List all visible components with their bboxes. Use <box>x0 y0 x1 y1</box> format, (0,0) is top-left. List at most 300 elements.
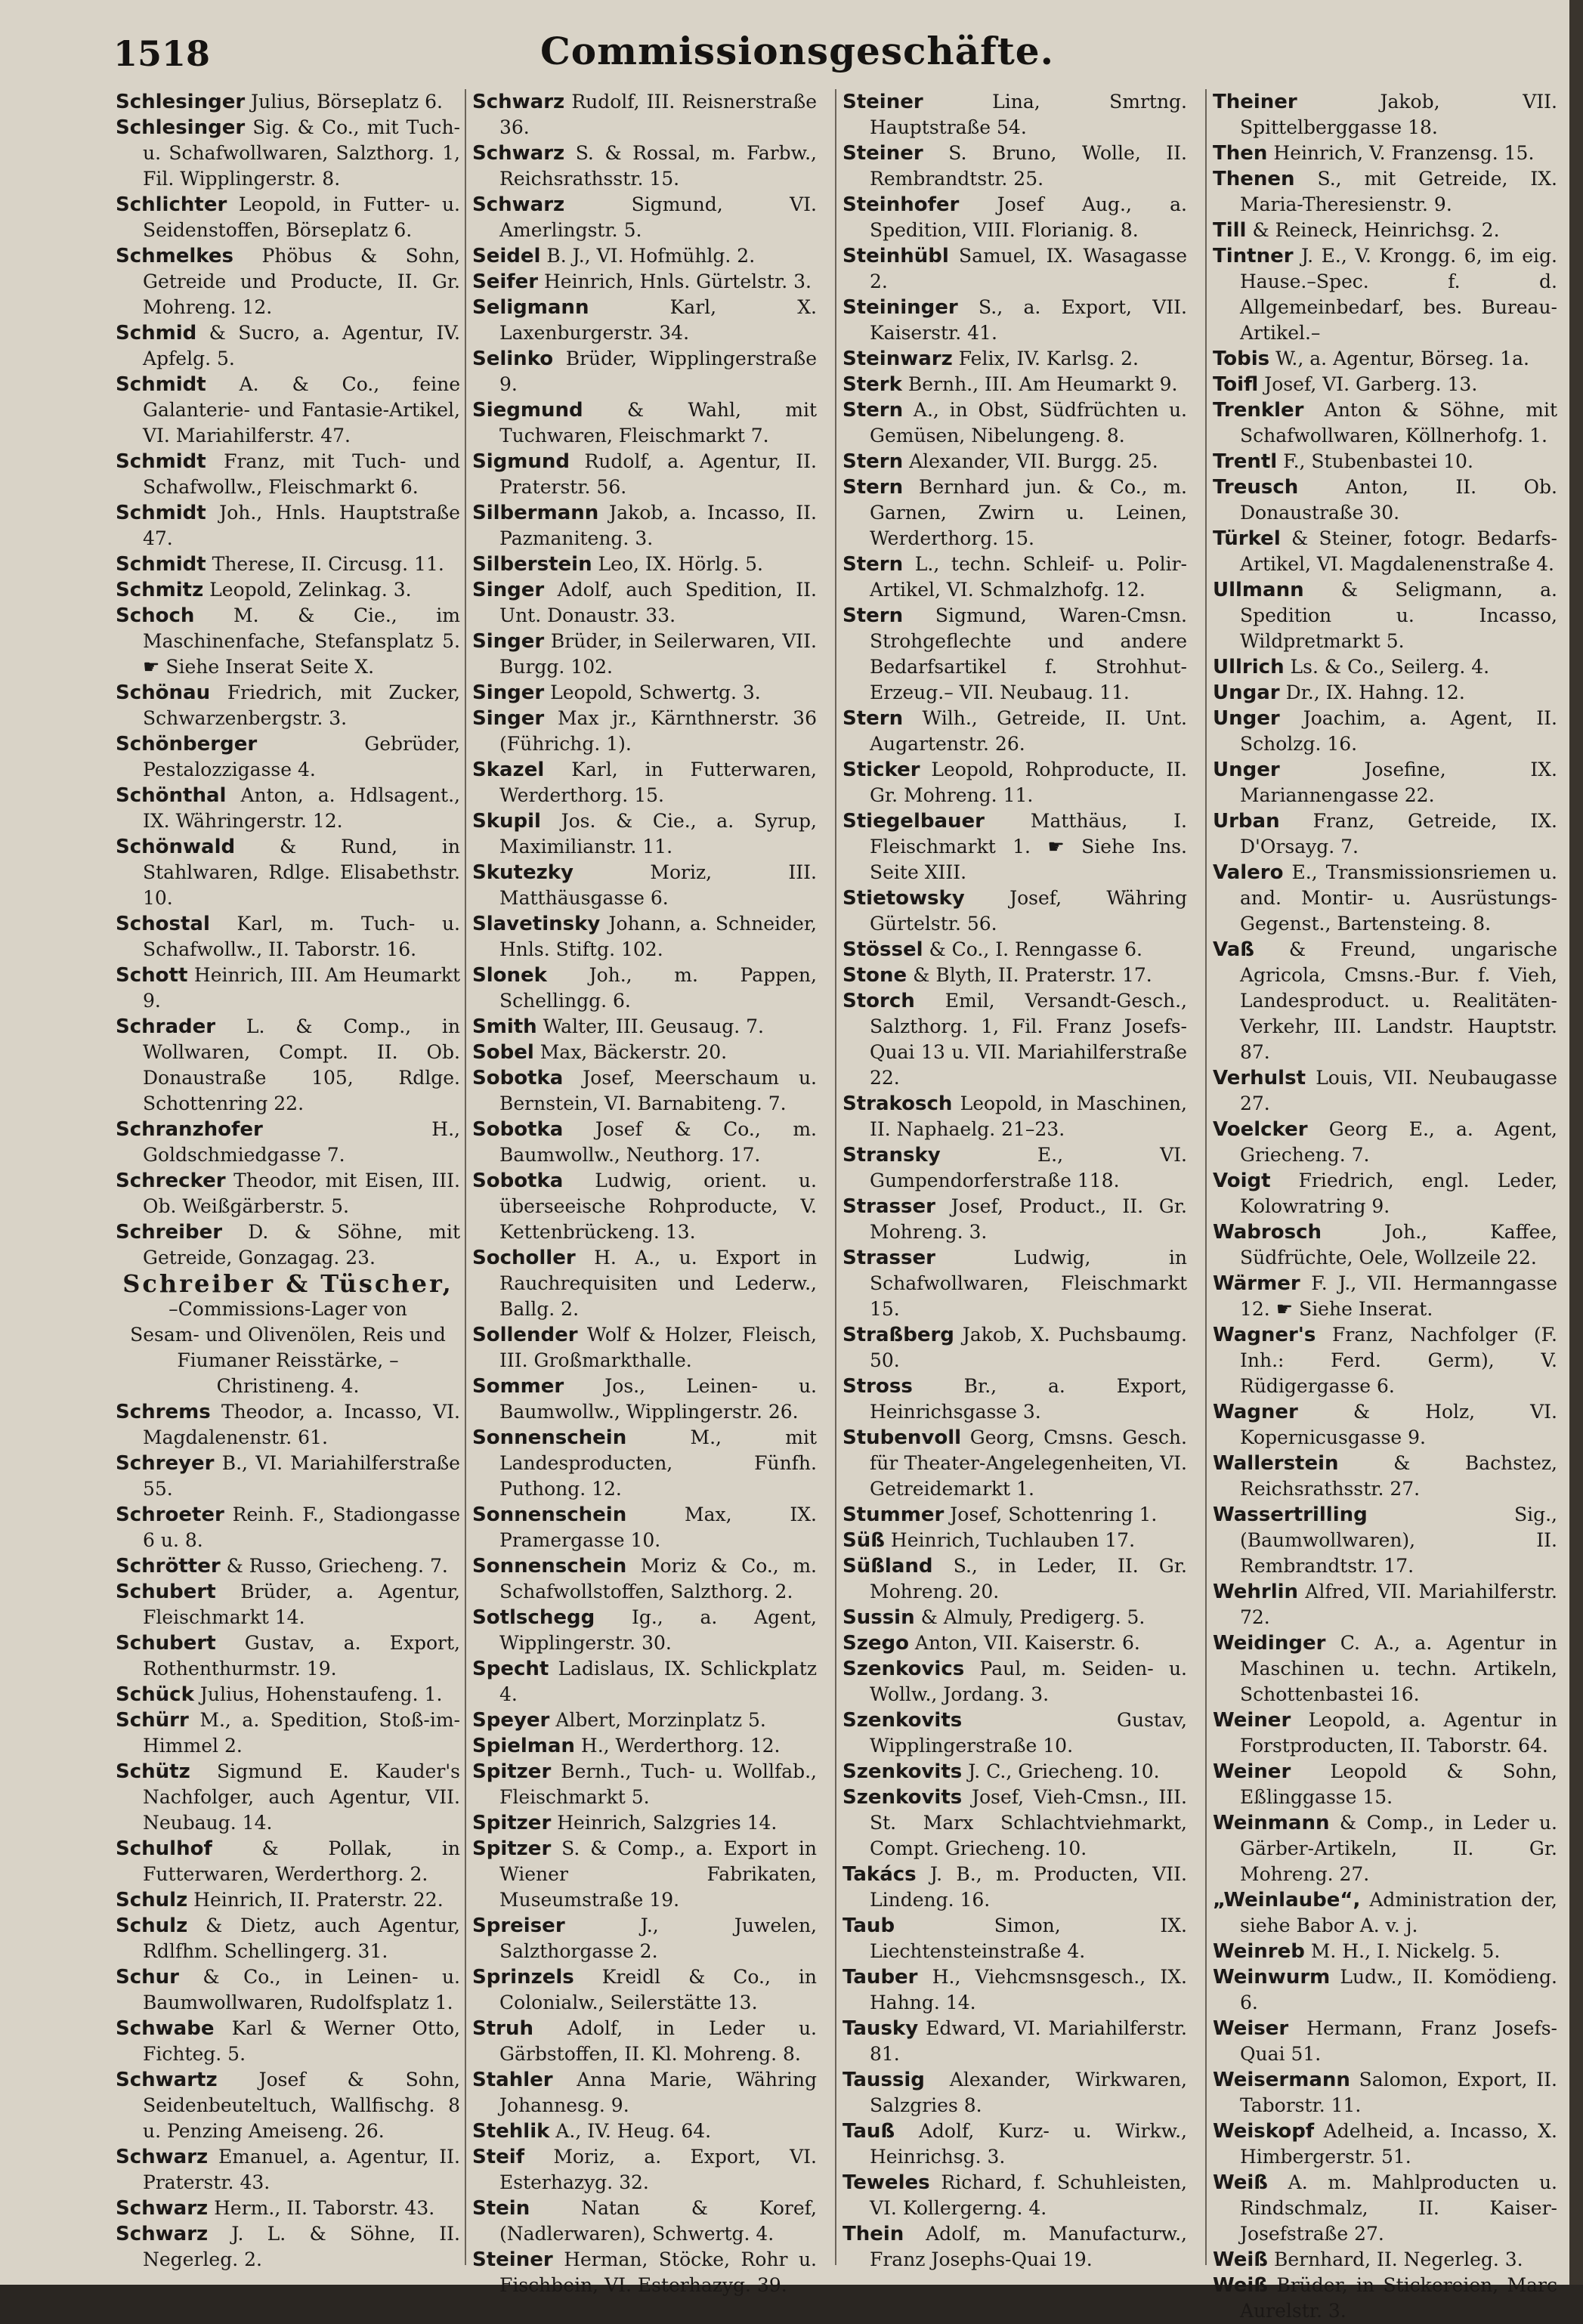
entry-name: Sonnenschein <box>472 1426 627 1449</box>
directory-entry <box>466 706 823 757</box>
directory-entry <box>110 1168 466 1219</box>
entry-name: Singer <box>472 579 545 601</box>
entry-text: Leopold, Rohproducte, II. Gr. Mohreng. 11. <box>870 759 1187 806</box>
entry-name: Till <box>1213 219 1247 242</box>
entry-name: Szenkovics <box>843 1658 965 1680</box>
directory-entry <box>466 269 823 295</box>
entry-text: & Bachstez, Reichsrathsstr. 27. <box>1240 1452 1557 1500</box>
directory-entry <box>836 757 1193 808</box>
directory-entry <box>466 629 823 680</box>
directory-entry <box>466 2196 823 2247</box>
entry-name: Stössel <box>843 938 923 961</box>
entry-name: Sobotka <box>472 1170 564 1192</box>
entry-text: D. & Söhne, mit Getreide, Gonzagag. 23. <box>143 1221 460 1269</box>
directory-entry <box>110 1014 466 1117</box>
entry-text: Joh., m. Pappen, Schellingg. 6. <box>499 964 817 1012</box>
entry-name: Tauß <box>843 2120 895 2143</box>
entry-name: Stiegelbauer <box>843 810 985 833</box>
entry-name: Trentl <box>1213 450 1278 473</box>
directory-entry <box>466 1810 823 1836</box>
entry-text: Gustav, a. Export, Rothenthurmstr. 19. <box>143 1632 460 1680</box>
directory-entry <box>1207 757 1563 808</box>
entry-name: Stietowsky <box>843 887 965 910</box>
directory-entry <box>836 2170 1193 2221</box>
entry-name: Slavetinsky <box>472 913 601 935</box>
directory-entry <box>836 2221 1193 2273</box>
entry-name: Weiser <box>1213 2017 1289 2040</box>
directory-entry <box>110 963 466 1014</box>
directory-entry <box>466 2144 823 2196</box>
entry-text: Max, Bäckerstr. 20. <box>540 1041 728 1063</box>
entry-text: Alfred, VII. Mariahilferstr. 72. <box>1240 1581 1557 1628</box>
directory-entry <box>1207 1065 1563 1117</box>
entry-text: S. Bruno, Wolle, II. Rembrandtstr. 25. <box>870 142 1188 190</box>
entry-text: Moriz & Co., m. Schafwollstoffen, Salzthorg. 2. <box>499 1555 817 1602</box>
entry-name: Straßberg <box>843 1324 954 1346</box>
entry-text: Adelheid, a. Incasso, X. Himbergerstr. 51. <box>1240 2120 1558 2168</box>
entry-text: Hermann, Franz Josefs-Quai 51. <box>1240 2017 1557 2065</box>
entry-name: Spitzer <box>472 1837 552 1860</box>
directory-entry <box>466 2067 823 2118</box>
entry-text: Theodor, a. Incasso, VI. Magdalenenstr. 61. <box>143 1401 460 1448</box>
directory-entry <box>836 1425 1193 1502</box>
entry-text: Leopold, a. Agentur in Forstproducten, II. Taborstr. 64. <box>1240 1709 1557 1757</box>
entry-text: Max jr., Kärnthnerstr. 36 (Führichg. 1). <box>499 707 817 755</box>
entry-name: Süß <box>843 1529 885 1552</box>
directory-entry <box>466 577 823 629</box>
directory-entry <box>1207 808 1563 860</box>
directory-entry <box>836 449 1193 474</box>
entry-text: Anton, a. Hdlsagent., IX. Währingerstr. 12. <box>143 784 460 832</box>
directory-entry <box>1207 141 1563 166</box>
directory-entry <box>466 141 823 192</box>
entry-text: L., techn. Schleif- u. Polir-Artikel, VI. Schmalzhofg. 12. <box>870 553 1187 601</box>
directory-entry <box>466 1656 823 1707</box>
entry-text: Karl, in Futterwaren, Werderthorg. 15. <box>499 759 817 806</box>
entry-text: F., Stubenbastei 10. <box>1283 450 1473 472</box>
entry-text: Georg E., a. Agent, Griecheng. 7. <box>1240 1118 1557 1166</box>
entry-text: Franz, mit Tuch- und Schafwollw., Fleischmarkt 6. <box>143 450 460 498</box>
entry-text: Joh., Hnls. Hauptstraße 47. <box>143 502 460 549</box>
entry-text: A., IV. Heug. 64. <box>555 2120 712 2142</box>
entry-text: Julius, Börseplatz 6. <box>251 91 443 113</box>
entry-text: Felix, IV. Karlsg. 2. <box>958 348 1139 369</box>
directory-entry <box>1207 1271 1563 1322</box>
directory-entry <box>110 1707 466 1759</box>
entry-text: Jos. & Cie., a. Syrup, Maximilianstr. 11. <box>499 810 817 858</box>
entry-name: Siegmund <box>472 399 583 422</box>
entry-name: Schwarz <box>472 142 565 165</box>
directory-entry <box>110 449 466 500</box>
entry-name: Wärmer <box>1213 1272 1300 1295</box>
directory-entry <box>110 500 466 552</box>
entry-text: Edward, VI. Mariahilferstr. 81. <box>870 2017 1187 2065</box>
advertisement-line <box>110 1271 466 1296</box>
directory-entry <box>1207 860 1563 937</box>
entry-text: Simon, IX. Liechtensteinstraße 4. <box>870 1915 1188 1962</box>
directory-entry <box>1207 680 1563 706</box>
directory-entry <box>836 1759 1193 1785</box>
entry-name: Süßland <box>843 1555 933 1578</box>
entry-text: Ludwig, orient. u. überseeische Rohproducte, V. Kettenbrückeng. 13. <box>499 1170 817 1243</box>
entry-name: Weidinger <box>1213 1632 1326 1655</box>
directory-entry <box>110 834 466 911</box>
entry-text: & Holz, VI. Kopernicusgasse 9. <box>1240 1401 1557 1448</box>
directory-entry <box>110 243 466 320</box>
directory-entry <box>466 397 823 449</box>
entry-text: Samuel, IX. Wasagasse 2. <box>870 245 1187 292</box>
entry-text: Anton, II. Ob. Donaustraße 30. <box>1240 476 1557 524</box>
entry-name: Schwarz <box>472 91 565 113</box>
directory-entry <box>836 1630 1193 1656</box>
entry-text: & Sucro, a. Agentur, IV. Apfelg. 5. <box>143 322 460 369</box>
directory-entry <box>110 89 466 115</box>
entry-text: J. B., m. Producten, VII. Lindeng. 16. <box>870 1863 1187 1911</box>
entry-name: Voelcker <box>1213 1118 1308 1141</box>
directory-entry <box>1207 937 1563 1065</box>
directory-entry <box>110 2016 466 2067</box>
directory-entry <box>466 1605 823 1656</box>
directory-entry <box>836 372 1193 397</box>
entry-name: „Weinlaube“, <box>1213 1889 1361 1911</box>
entry-name: Stern <box>843 553 904 576</box>
directory-entry <box>110 1451 466 1502</box>
entry-name: Steinwarz <box>843 348 953 370</box>
directory-entry <box>836 1656 1193 1707</box>
directory-entry <box>1207 577 1563 654</box>
directory-entry <box>466 192 823 243</box>
directory-entry <box>110 1887 466 1913</box>
entry-name: Weiß <box>1213 2274 1268 2297</box>
entry-text: Josef & Co., m. Baumwollw., Neuthorg. 17. <box>499 1118 817 1166</box>
entry-name: Sobotka <box>472 1118 564 1141</box>
entry-name: Toifl <box>1213 373 1259 396</box>
entry-text: Josef, Währing Gürtelstr. 56. <box>870 887 1187 935</box>
entry-name: Singer <box>472 681 545 704</box>
directory-entry <box>1207 1707 1563 1759</box>
entry-text: Julius, Hohenstaufeng. 1. <box>199 1683 443 1705</box>
directory-entry <box>110 1553 466 1579</box>
entry-name: Schulhof <box>116 1837 212 1860</box>
directory-entry <box>1207 397 1563 449</box>
entry-name: Theiner <box>1213 91 1297 113</box>
directory-entry <box>110 372 466 449</box>
directory-entry <box>836 706 1193 757</box>
entry-text: Natan & Koref, (Nadlerwaren), Schwertg. 4. <box>499 2197 817 2245</box>
entry-text: Adolf, m. Manufacturw., Franz Josephs-Quai 19. <box>870 2223 1187 2270</box>
directory-entry <box>836 1605 1193 1630</box>
entry-name: Schranzhofer <box>116 1118 263 1141</box>
entry-text: M. & Cie., im Maschinenfache, Stefansplatz 5. ☛ Siehe Inserat Seite X. <box>143 604 460 678</box>
directory-entry <box>1207 2118 1563 2170</box>
directory-entry <box>110 1502 466 1553</box>
entry-text: Herman, Stöcke, Rohr u. Fischbein, VI. Esterhazyg. 39. <box>499 2248 817 2296</box>
entry-text: Joh., Kaffee, Südfrüchte, Oele, Wollzeile 22. <box>1240 1221 1557 1269</box>
directory-entry <box>1207 1502 1563 1579</box>
entry-name: Stone <box>843 964 907 987</box>
directory-entry <box>1207 2247 1563 2273</box>
entry-name: Schmidt <box>116 450 206 473</box>
directory-entry <box>836 1707 1193 1759</box>
entry-text: Paul, m. Seiden- u. Wollw., Jordang. 3. <box>870 1658 1187 1705</box>
directory-entry <box>836 1322 1193 1374</box>
directory-entry <box>110 577 466 603</box>
entry-name: Skutezky <box>472 861 574 884</box>
directory-entry <box>836 192 1193 243</box>
entry-text: Leo, IX. Hörlg. 5. <box>598 553 763 575</box>
entry-name: Treusch <box>1213 476 1299 499</box>
entry-text: M., mit Landesproducten, Fünfh. Puthong. 12. <box>499 1426 818 1500</box>
directory-entry <box>110 115 466 192</box>
directory-entry <box>110 1630 466 1682</box>
directory-entry <box>110 2144 466 2196</box>
entry-name: Ullrich <box>1213 656 1285 678</box>
entry-name: Wassertrilling <box>1213 1503 1368 1526</box>
entry-name: Schmidt <box>116 553 206 576</box>
directory-entry <box>466 963 823 1014</box>
directory-entry <box>1207 1939 1563 1964</box>
entry-text: Phöbus & Sohn, Getreide und Producte, II. Gr. Mohreng. 12. <box>143 245 460 318</box>
entry-name: Struh <box>472 2017 533 2040</box>
entry-name: Ungar <box>1213 681 1280 704</box>
entry-text: F. J., VII. Hermanngasse 12. ☛ Siehe Inserat. <box>1240 1272 1557 1320</box>
directory-column-4 <box>1205 89 1563 2322</box>
entry-name: Schoch <box>116 604 195 627</box>
entry-text: & Comp., in Leder u. Gärber-Artikeln, II. Gr. Mohreng. 27. <box>1240 1812 1557 1885</box>
entry-text: Anton, VII. Kaiserstr. 6. <box>914 1632 1140 1654</box>
entry-name: Spielman <box>472 1735 575 1757</box>
directory-entry <box>110 1964 466 2016</box>
directory-entry <box>836 1502 1193 1528</box>
entry-text: Jakob, X. Puchsbaumg. 50. <box>870 1324 1187 1371</box>
page-number: 1518 <box>113 33 211 74</box>
entry-text: Josef, VI. Garberg. 13. <box>1264 373 1478 395</box>
directory-entry <box>836 243 1193 295</box>
entry-name: Steiner <box>472 2248 553 2271</box>
entry-text: Josef, Schottenring 1. <box>950 1503 1158 1525</box>
directory-entry <box>466 1964 823 2016</box>
entry-name: Schreiber <box>116 1221 223 1244</box>
entry-name: Urban <box>1213 810 1280 833</box>
entry-name: Szenkovits <box>843 1786 963 1809</box>
entry-text: Ludwig, in Schafwollwaren, Fleischmarkt 15. <box>870 1247 1187 1320</box>
entry-text: Sesam- und Olivenölen, Reis und Fiumaner Reisstärke, – Christineng. 4. <box>130 1324 446 1397</box>
entry-text: Sigmund E. Kauder's Nachfolger, auch Agentur, VII. Neubaug. 14. <box>143 1760 461 1834</box>
entry-text: Heinrich, III. Am Heumarkt 9. <box>143 964 460 1012</box>
entry-text: Administration der, siehe Babor A. v. j. <box>1240 1889 1557 1936</box>
entry-name: Stubenvoll <box>843 1426 962 1449</box>
directory-column-1 <box>110 89 466 2270</box>
directory-entry <box>466 1502 823 1553</box>
directory-entry <box>466 1759 823 1810</box>
directory-entry <box>1207 1451 1563 1502</box>
entry-name: Sobotka <box>472 1067 564 1089</box>
entry-name: Steiner <box>843 91 923 113</box>
entry-name: Schwarz <box>116 2197 209 2220</box>
directory-entry <box>836 89 1193 141</box>
entry-text: H., Viehcmsnsgesch., IX. Hahng. 14. <box>870 1966 1187 2013</box>
directory-entry <box>110 1117 466 1168</box>
entry-text: Karl & Werner Otto, Fichteg. 5. <box>143 2017 460 2065</box>
entry-text: Theodor, mit Eisen, III. Ob. Weißgärberstr. 5. <box>143 1170 460 1217</box>
entry-name: Steinhübl <box>843 245 949 267</box>
directory-entry <box>836 603 1193 706</box>
directory-entry <box>836 2016 1193 2067</box>
entry-text: Wolf & Holzer, Fleisch, III. Großmarkthalle. <box>499 1324 817 1371</box>
entry-text: Ig., a. Agent, Wipplingerstr. 30. <box>499 1606 817 1654</box>
directory-entry <box>836 1553 1193 1605</box>
entry-text: & Co., I. Renngasse 6. <box>929 938 1143 960</box>
entry-name: Schlesinger <box>116 116 246 139</box>
directory-entry <box>466 1245 823 1322</box>
entry-name: Sollender <box>472 1324 578 1346</box>
entry-name: Tausky <box>843 2017 919 2040</box>
entry-name: Stern <box>843 707 904 730</box>
directory-entry <box>1207 474 1563 526</box>
entry-text: J., Juwelen, Salzthorgasse 2. <box>499 1915 818 1962</box>
entry-text: Ls. & Co., Seilerg. 4. <box>1290 656 1490 678</box>
directory-entry <box>466 295 823 346</box>
entry-name: Strakosch <box>843 1092 953 1115</box>
entry-name: Sonnenschein <box>472 1503 627 1526</box>
entry-text: Gebrüder, Pestalozzigasse 4. <box>143 733 460 780</box>
directory-entry <box>1207 372 1563 397</box>
entry-name: Speyer <box>472 1709 550 1732</box>
entry-name: Unger <box>1213 707 1280 730</box>
entry-text: Bernhard jun. & Co., m. Garnen, Zwirn u. Leinen, Werderthorg. 15. <box>870 476 1188 549</box>
entry-text: Josefine, IX. Mariannengasse 22. <box>1240 759 1557 806</box>
entry-text: S. & Rossal, m. Farbw., Reichsrathsstr. 15. <box>499 142 818 190</box>
directory-entry <box>110 603 466 680</box>
directory-entry <box>836 474 1193 552</box>
entry-text: L. & Comp., in Wollwaren, Compt. II. Ob. Donaustraße 105, Rdlge. Schottenring 22. <box>143 1015 460 1114</box>
directory-entry <box>836 1374 1193 1425</box>
entry-name: Schwartz <box>116 2069 218 2091</box>
directory-entry <box>110 1759 466 1836</box>
entry-text: Brüder, a. Agentur, Fleischmarkt 14. <box>143 1581 460 1628</box>
directory-entry <box>836 141 1193 192</box>
directory-entry <box>1207 346 1563 372</box>
entry-text: & Wahl, mit Tuchwaren, Fleischmarkt 7. <box>499 399 817 447</box>
entry-name: Stern <box>843 604 904 627</box>
entry-text: Heinrich, Tuchlauben 17. <box>890 1529 1136 1551</box>
directory-entry <box>466 757 823 808</box>
entry-text: Jakob, a. Incasso, II. Pazmaniteng. 3. <box>499 502 817 549</box>
entry-text: Alexander, VII. Burgg. 25. <box>909 450 1158 472</box>
entry-name: Valero <box>1213 861 1284 884</box>
entry-name: Szenkovits <box>843 1709 963 1732</box>
directory-entry <box>1207 1399 1563 1451</box>
entry-text: Friedrich, engl. Leder, Kolowratring 9. <box>1240 1170 1558 1217</box>
entry-text: J. L. & Söhne, II. Negerleg. 2. <box>143 2223 460 2270</box>
page-edge-shadow <box>1569 0 1583 2285</box>
entry-name: Socholler <box>472 1247 576 1269</box>
directory-entry <box>110 1682 466 1707</box>
entry-name: Thenen <box>1213 168 1295 190</box>
entry-text: & Co., in Leinen- u. Baumwollwaren, Rudolfsplatz 1. <box>143 1966 461 2013</box>
entry-text: Anton & Söhne, mit Schafwollwaren, Köllnerhofg. 1. <box>1240 399 1557 447</box>
advertisement-line <box>110 1322 466 1399</box>
entry-name: Steif <box>472 2146 525 2168</box>
directory-entry <box>110 2067 466 2144</box>
entry-text: Adolf, auch Spedition, II. Unt. Donaustr. 33. <box>499 579 817 626</box>
entry-name: Sigmund <box>472 450 570 473</box>
entry-name: Schönberger <box>116 733 258 756</box>
entry-text: –Commissions-Lager von <box>169 1298 407 1320</box>
directory-entry <box>110 1399 466 1451</box>
entry-name: Weinwurm <box>1213 1966 1331 1989</box>
entry-name: Spitzer <box>472 1760 552 1783</box>
entry-text: Rudolf, III. Reisnerstraße 36. <box>499 91 817 138</box>
entry-text: Bernhard, II. Negerleg. 3. <box>1273 2248 1523 2270</box>
directory-entry <box>1207 1579 1563 1630</box>
entry-text: Ladislaus, IX. Schlickplatz 4. <box>499 1658 817 1705</box>
entry-text: Wilh., Getreide, II. Unt. Augartenstr. 26. <box>870 707 1187 755</box>
directory-entry <box>466 1014 823 1040</box>
entry-name: Spitzer <box>472 1812 552 1834</box>
entry-text: Matthäus, I. Fleischmarkt 1. ☛ Siehe Ins. Seite XIII. <box>870 810 1187 883</box>
directory-entry <box>1207 1759 1563 1810</box>
entry-name: Szenkovits <box>843 1760 963 1783</box>
directory-entry <box>110 680 466 731</box>
directory-entry <box>836 1528 1193 1553</box>
directory-entry <box>836 1964 1193 2016</box>
entry-name: Weiskopf <box>1213 2120 1315 2143</box>
entry-name: Schwarz <box>472 193 565 216</box>
entry-name: Schönthal <box>116 784 227 807</box>
entry-name: Schmidt <box>116 502 206 524</box>
entry-name: Stahler <box>472 2069 553 2091</box>
entry-name: Schrader <box>116 1015 216 1038</box>
directory-entry <box>466 680 823 706</box>
entry-text: Franz, Getreide, IX. D'Orsayg. 7. <box>1240 810 1557 858</box>
entry-text: H., Goldschmiedgasse 7. <box>143 1118 460 1166</box>
directory-entry <box>466 1913 823 1964</box>
entry-text: Gustav, Wipplingerstraße 10. <box>870 1709 1187 1757</box>
directory-entry <box>1207 2067 1563 2118</box>
entry-text: & Reineck, Heinrichsg. 2. <box>1252 219 1500 241</box>
entry-name: Sussin <box>843 1606 915 1629</box>
entry-name: Sotlschegg <box>472 1606 595 1629</box>
page-title: Commissionsgeschäfte. <box>540 29 1055 73</box>
entry-name: Schott <box>116 964 188 987</box>
directory-entry <box>836 1142 1193 1194</box>
entry-name: Seidel <box>472 245 541 267</box>
entry-text: Joachim, a. Agent, II. Scholzg. 16. <box>1240 707 1557 755</box>
entry-name: Tobis <box>1213 348 1270 370</box>
directory-entry <box>1207 449 1563 474</box>
entry-name: Weiß <box>1213 2248 1268 2271</box>
directory-entry <box>836 1785 1193 1862</box>
entry-name: Unger <box>1213 759 1280 781</box>
directory-entry <box>466 1553 823 1605</box>
entry-text: A. & Co., feine Galanterie- und Fantasie-Artikel, VI. Mariahilferstr. 47. <box>143 373 460 447</box>
entry-name: Wagner <box>1213 1401 1298 1423</box>
directory-entry <box>1207 243 1563 346</box>
entry-text: Herm., II. Taborstr. 43. <box>214 2197 435 2219</box>
directory-entry <box>110 552 466 577</box>
directory-entry <box>466 2118 823 2144</box>
entry-name: Schwarz <box>116 2223 209 2245</box>
directory-entry <box>466 346 823 397</box>
directory-entry <box>110 731 466 783</box>
entry-name: Stehlik <box>472 2120 550 2143</box>
entry-text: Jos., Leinen- u. Baumwollw., Wipplingerstr. 26. <box>499 1375 817 1423</box>
entry-name: Steiner <box>843 142 923 165</box>
entry-name: Schulz <box>116 1915 188 1937</box>
directory-entry <box>1207 1322 1563 1399</box>
entry-name: Sonnenschein <box>472 1555 627 1578</box>
